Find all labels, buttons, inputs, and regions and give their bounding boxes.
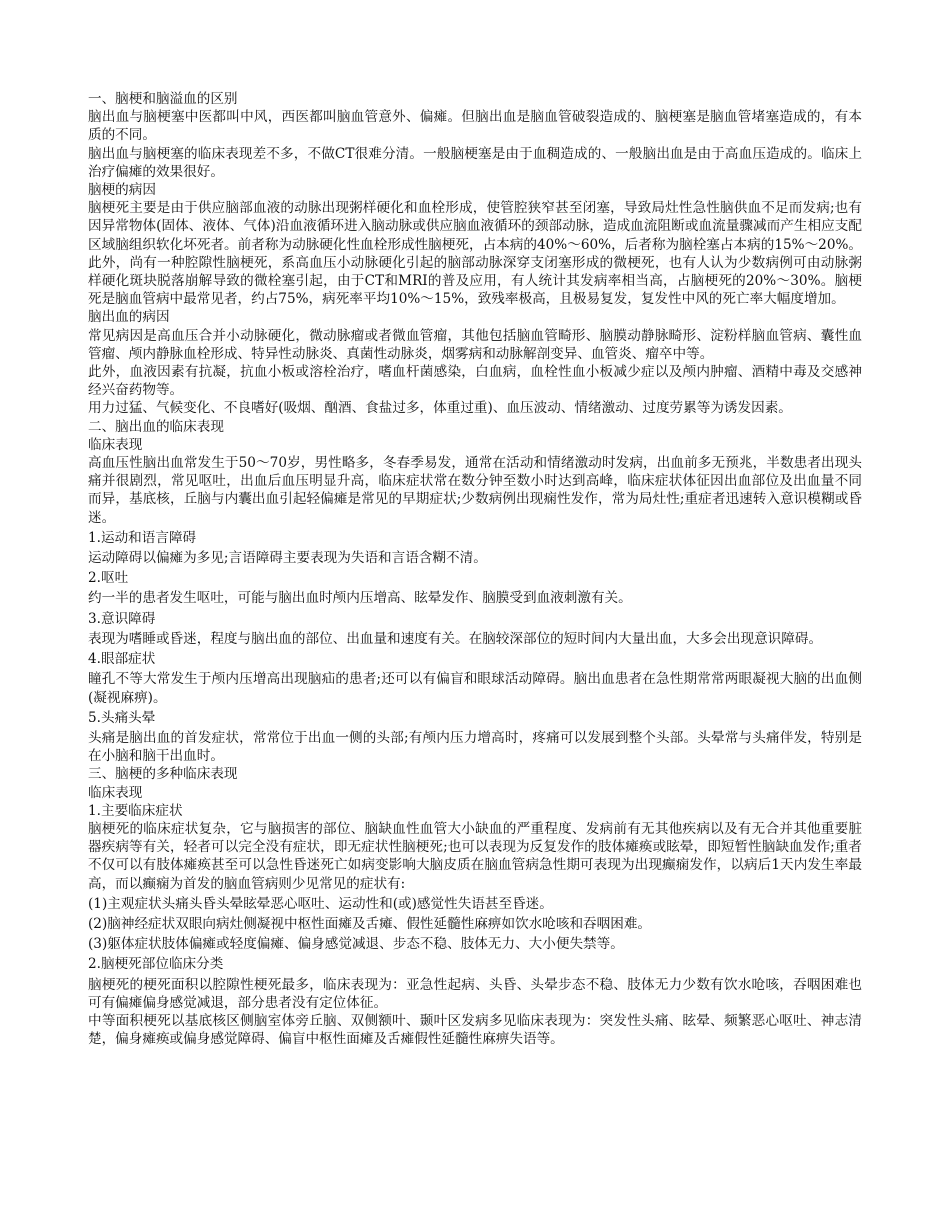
paragraph: 表现为嗜睡或昏迷，程度与脑出血的部位、出血量和速度有关。在脑较深部位的短时间内大量出血，大多会出现意识障碍。: [88, 630, 823, 647]
paragraph: 脑出血与脑梗塞的临床表现差不多，不做CT很难分清。一般脑梗塞是由于血稠造成的、一般脑出血是由于高血压造成的。临床上治疗偏瘫的效果很好。: [88, 145, 862, 180]
section-heading: 5.头痛头晕: [88, 709, 156, 726]
section-heading: 脑出血的病因: [88, 309, 170, 326]
section-heading: 1.主要临床症状: [88, 802, 183, 819]
paragraph: (2)脑神经症状双眼向病灶侧凝视中枢性面瘫及舌瘫、假性延髓性麻痹如饮水呛咳和吞咽困难。: [88, 915, 652, 932]
section-heading: 1.运动和语言障碍: [88, 529, 197, 546]
paragraph: 瞳孔不等大常发生于颅内压增高出现脑疝的患者;还可以有偏盲和眼球活动障碍。脑出血患者在急性期常常两眼凝视大脑的出血侧(凝视麻痹)。: [88, 671, 862, 706]
document-page: [88, 90, 862, 1048]
paragraph: 约一半的患者发生呕吐，可能与脑出血时颅内压增高、眩晕发作、脑膜受到血液刺激有关。: [88, 590, 632, 607]
paragraph: 中等面积梗死以基底核区侧脑室体旁丘脑、双侧额叶、颞叶区发病多见临床表现为：突发性头痛、眩晕、频繁恶心呕吐、神志清楚，偏身瘫痪或偏身感觉障碍、偏盲中枢性面瘫及舌瘫假性延髓性麻痹失语等。: [88, 1012, 862, 1048]
paragraph: 常见病因是高血压合并小动脉硬化，微动脉瘤或者微血管瘤，其他包括脑血管畸形、脑膜动静脉畸形、淀粉样脑血管病、囊性血管瘤、颅内静脉血栓形成、特异性动脉炎、真菌性动脉炎，烟雾病和动脉解剖变异、血管炎、瘤卒中等。: [88, 327, 862, 362]
paragraph: 头痛是脑出血的首发症状，常常位于出血一侧的头部;有颅内压力增高时，疼痛可以发展到整个头部。头晕常与头痛伴发，特别是在小脑和脑干出血时。: [88, 729, 862, 765]
paragraph: 脑出血与脑梗塞中医都叫中风，西医都叫脑血管意外、偏瘫。但脑出血是脑血管破裂造成的、脑梗塞是脑血管堵塞造成的，有本质的不同。: [88, 109, 862, 144]
section-heading: 临床表现: [88, 436, 143, 453]
section-heading: 脑梗的病因: [88, 182, 156, 199]
section-heading: 2.呕吐: [88, 570, 129, 587]
paragraph: 脑梗死主要是由于供应脑部血液的动脉出现粥样硬化和血栓形成，使管腔狭窄甚至闭塞，导致局灶性急性脑供血不足而发病;也有因异常物体(固体、液体、气体)沿血液循环进入脑动脉或供应脑血液循环的颈部动脉，造成血流阻断或血流量骤减而产生相应支配区域脑组织软化坏死者。前者称为动脉硬化性血栓形成性脑梗死，占本病的40%～60%，后者称为脑栓塞占本病的15%～20%。此外，尚有一种腔隙性脑梗死，系高血压小动脉硬化引起的脑部动脉深穿支闭塞形成的微梗死，也有人认为少数病例可由动脉粥样硬化斑块脱落崩解导致的微栓塞引起，由于CT和MRI的普及应用，有人统计其发病率相当高，占脑梗死的20%～30%。脑梗死是脑血管病中最常见者，约占75%，病死率平均10%～15%，致残率极高，且极易复发，复发性中风的死亡率大幅度增加。: [88, 200, 862, 308]
paragraph: (1)主观症状头痛头昏头晕眩晕恶心呕吐、运动性和(或)感觉性失语甚至昏迷。: [88, 895, 553, 912]
section-heading: 临床表现: [88, 784, 143, 801]
paragraph: 脑梗死的临床症状复杂，它与脑损害的部位、脑缺血性血管大小缺血的严重程度、发病前有无其他疾病以及有无合并其他重要脏器疾病等有关，轻者可以完全没有症状，即无症状性脑梗死;也可以表现为反复发作的肢体瘫痪或眩晕，即短暂性脑缺血发作;重者不仅可以有肢体瘫痪甚至可以急性昏迷死亡如病变影响大脑皮质在脑血管病急性期可表现为出现癫痫发作，以病后1天内发生率最高，而以癫痫为首发的脑血管病则少见常见的症状有:: [88, 820, 862, 892]
paragraph: 此外，血液因素有抗凝，抗血小板或溶栓治疗，嗜血杆菌感染，白血病，血栓性血小板减少症以及颅内肿瘤、酒精中毒及交感神经兴奋药物等。: [88, 364, 862, 399]
section-heading: 3.意识障碍: [88, 610, 156, 627]
section-heading: 2.脑梗死部位临床分类: [88, 956, 224, 973]
section-heading: 一、脑梗和脑溢血的区别: [88, 91, 238, 107]
paragraph: 高血压性脑出血常发生于50～70岁，男性略多，冬春季易发，通常在活动和情绪激动时发病，出血前多无预兆，半数患者出现头痛并很剧烈，常见呕吐，出血后血压明显升高，临床症状常在数分钟至数小时达到高峰，临床症状体征因出血部位及出血量不同而异，基底核，丘脑与内囊出血引起轻偏瘫是常见的早期症状;少数病例出现痫性发作，常为局灶性;重症者迅速转入意识模糊或昏迷。: [88, 455, 862, 526]
section-heading: 三、脑梗的多种临床表现: [88, 766, 238, 783]
paragraph: 脑梗死的梗死面积以腔隙性梗死最多，临床表现为：亚急性起病、头昏、头晕步态不稳、肢体无力少数有饮水呛咳，吞咽困难也可有偏瘫偏身感觉减退，部分患者没有定位体征。: [88, 976, 862, 1011]
section-heading: 4.眼部症状: [88, 651, 156, 668]
paragraph: 运动障碍以偏瘫为多见;言语障碍主要表现为失语和言语含糊不清。: [88, 550, 487, 567]
section-heading: 二、脑出血的临床表现: [88, 418, 224, 435]
paragraph: (3)躯体症状肢体偏瘫或轻度偏瘫、偏身感觉减退、步态不稳、肢体无力、大小便失禁等。: [88, 936, 624, 953]
paragraph: 用力过猛、气候变化、不良嗜好(吸烟、酗酒、食盐过多，体重过重)、血压波动、情绪激动、过度劳累等为诱发因素。: [88, 400, 792, 417]
